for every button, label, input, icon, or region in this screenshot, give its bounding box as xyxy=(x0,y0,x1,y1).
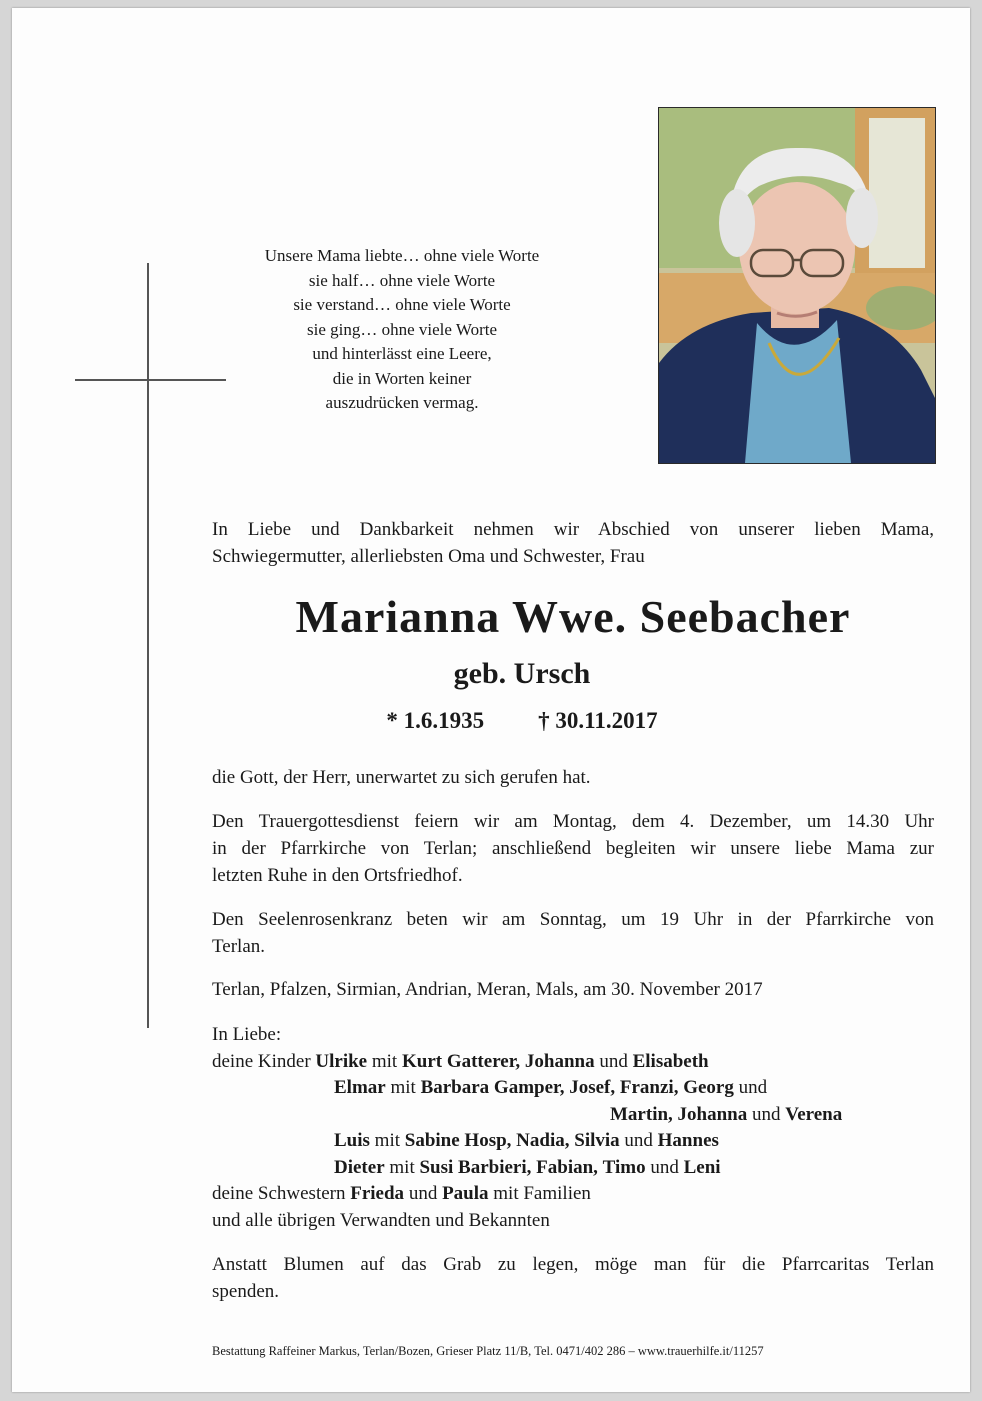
family-row: Luis mit Sabine Hosp, Nadia, Silvia und Hannes xyxy=(334,1130,719,1151)
relatives-line: und alle übrigen Verwandten und Bekannten xyxy=(212,1209,550,1231)
cross-vertical-bar xyxy=(147,263,149,1028)
family-row: Elmar mit Barbara Gamper, Josef, Franzi, Georg und xyxy=(334,1077,768,1098)
in-love-line: In Liebe: xyxy=(212,1024,282,1045)
memorial-poem xyxy=(237,244,567,416)
service-text xyxy=(212,808,934,889)
rosary-line: Terlan. xyxy=(212,936,266,957)
cross-horizontal-bar xyxy=(75,379,226,381)
flowers-line: spenden. xyxy=(212,1281,280,1302)
intro-text xyxy=(212,516,934,570)
portrait-photo xyxy=(658,107,936,464)
poem-line: sie ging… ohne viele Worte xyxy=(307,319,497,339)
family-row: deine Schwestern Frieda und Paula mit Familien xyxy=(212,1183,591,1204)
portrait-illustration xyxy=(659,108,935,463)
poem-line: Unsere Mama liebte… ohne viele Worte xyxy=(264,246,540,265)
flowers-text xyxy=(212,1251,934,1305)
poem-line: und hinterlässt eine Leere, xyxy=(312,344,492,363)
death-date: † 30.11.2017 xyxy=(538,708,658,733)
family-list xyxy=(212,1022,934,1234)
poem-line: auszudrücken vermag. xyxy=(325,393,479,412)
poem-line: die in Worten keiner xyxy=(332,368,472,388)
called-text: die Gott, der Herr, unerwartet zu sich gerufen hat. xyxy=(212,767,591,788)
rosary-line: Den Seelenrosenkranz beten wir am Sonntag, um 19 Uhr in der Pfarrkirche von xyxy=(212,909,934,930)
poem-line: sie half… ohne viele Worte xyxy=(308,270,496,290)
intro-line: Schwiegermutter, allerliebsten Oma und Schwester, Frau xyxy=(212,546,645,567)
poem-line: sie verstand… ohne viele Worte xyxy=(293,295,511,314)
birth-date: * 1.6.1935 xyxy=(386,708,485,733)
service-line: Den Trauergottesdienst feiern wir am Montag, dem 4. Dezember, um 14.30 Uhr xyxy=(212,811,934,832)
birth-name: geb. Ursch xyxy=(453,657,591,690)
deceased-name: Marianna Wwe. Seebacher xyxy=(295,591,851,642)
life-dates xyxy=(212,708,832,734)
obituary-card xyxy=(12,8,970,1392)
intro-line: In Liebe und Dankbarkeit nehmen wir Abschied von unserer lieben Mama, xyxy=(212,519,934,540)
family-row: Dieter mit Susi Barbieri, Fabian, Timo und Leni xyxy=(334,1156,721,1178)
family-row: deine Kinder Ulrike mit Kurt Gatterer, Johanna und Elisabeth xyxy=(212,1050,709,1072)
place-date: Terlan, Pfalzen, Sirmian, Andrian, Meran, Mals, am 30. November 2017 xyxy=(212,979,763,1000)
funeral-home-footer: Bestattung Raffeiner Markus, Terlan/Bozen, Grieser Platz 11/B, Tel. 0471/402 286 – www.trauerhilfe.it/11257 xyxy=(212,1344,764,1358)
service-line: letzten Ruhe in den Ortsfriedhof. xyxy=(212,865,463,886)
flowers-line: Anstatt Blumen auf das Grab zu legen, möge man für die Pfarrcaritas Terlan xyxy=(212,1254,934,1275)
rosary-text xyxy=(212,906,934,960)
service-line: in der Pfarrkirche von Terlan; anschließend begleiten wir unsere liebe Mama zur xyxy=(212,838,934,859)
family-row: Martin, Johanna und Verena xyxy=(610,1103,843,1125)
